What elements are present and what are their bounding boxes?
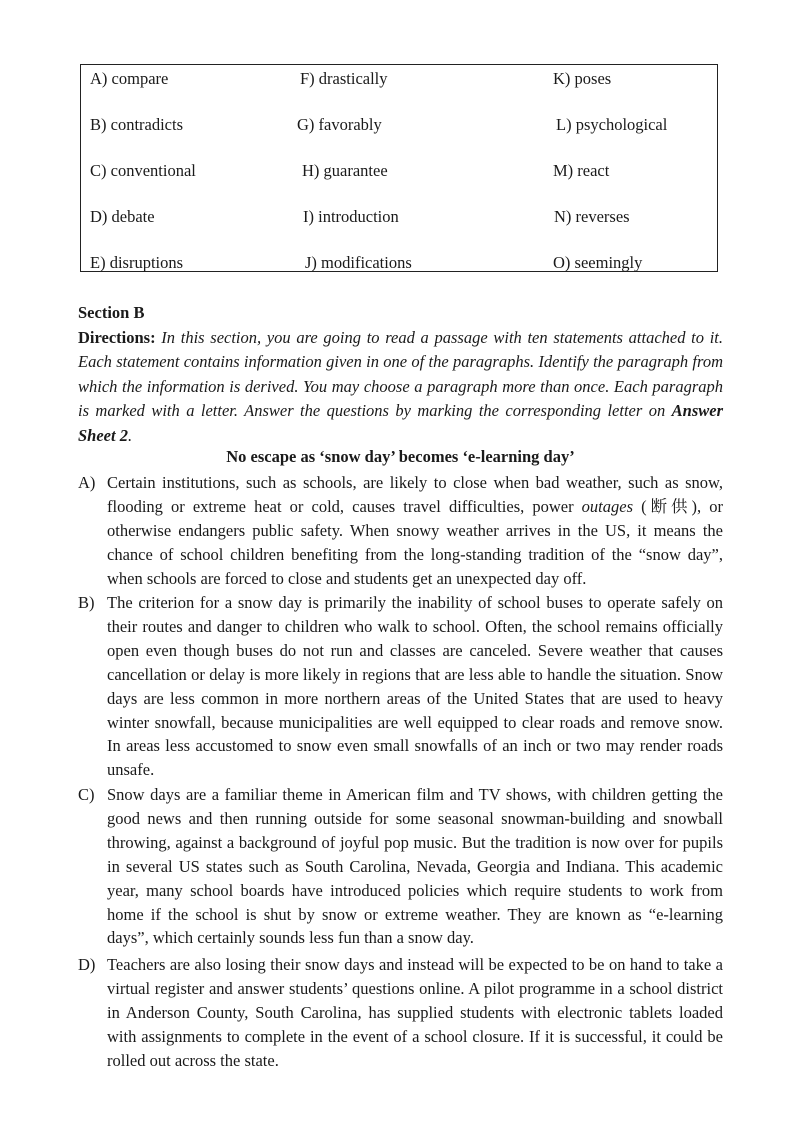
paragraph-d xyxy=(78,953,723,1073)
word-bank-box xyxy=(80,64,718,272)
directions-text: In this section, you are going to read a passage with ten statements attached to it. Each statement contains information given in one of the paragraphs. Identify the paragraph from which the information is derived. You may choose a paragraph more than once. Each paragraph is marked with a letter. Answer the questions by marking the corresponding letter on xyxy=(78,328,723,421)
paragraph-gloss: (断供) xyxy=(633,496,698,516)
answer-sheet-ref: Answer Sheet 2 xyxy=(78,401,723,445)
word-option: A) compare xyxy=(90,69,169,88)
paragraph-text xyxy=(107,471,723,591)
section-title: Section B xyxy=(78,303,145,322)
word-bank-row xyxy=(81,253,717,277)
word-option: F) drastically xyxy=(300,69,388,88)
paragraph-text: The criterion for a snow day is primarily the inability of school buses to operate safely on their routes and danger to children who walk to school. Often, the school remains officially open even though buses do not run and classes are canceled. Severe weather that causes cancellation or delay is more likely in regions that are less able to handle the situation. Snow days are less common in more northern areas of the United States that are used to heavy winter snowfall, because municipalities are well equipped to clear roads and remove snow. In areas less accustomed to snow even small snowfalls of an inch or two may render roads unsafe. xyxy=(107,593,723,780)
word-option: L) psychological xyxy=(556,115,668,134)
word-option: H) guarantee xyxy=(302,161,388,180)
directions-end: . xyxy=(127,425,133,445)
word-option: D) debate xyxy=(90,207,155,226)
word-option: G) favorably xyxy=(297,115,382,134)
paragraph-letter: A) xyxy=(78,473,96,492)
paragraph-letter: C) xyxy=(78,785,95,804)
paragraph-text-part: , or otherwise endangers public safety. When snowy weather arrives in the US, it means the chance of school children benefiting from the long-standing tradition of the “snow day”, when schools are forced to close and students get an unexpected day off. xyxy=(107,496,723,588)
word-option: J) modifications xyxy=(305,253,412,272)
word-option: N) reverses xyxy=(554,207,630,226)
word-bank-row xyxy=(81,69,717,93)
paragraph-a xyxy=(78,471,723,591)
word-bank-row xyxy=(81,207,717,231)
passage-title: No escape as ‘snow day’ becomes ‘e-learning day’ xyxy=(226,447,575,466)
directions xyxy=(78,326,723,448)
word-option: E) disruptions xyxy=(90,253,184,272)
word-option: O) seemingly xyxy=(553,253,643,272)
paragraph-text: Snow days are a familiar theme in American film and TV shows, with children getting the good news and then running outside for some seasonal snowman-building and snowball throwing, against a background of joyful pop music. But the tradition is now over for pupils in several US states such as South Carolina, Nevada, Georgia and Indiana. This academic year, many school boards have introduced policies which require students to work from home if the school is shut by snow or extreme weather. They are known as “e-learning days”, which certainly sounds less fun than a snow day. xyxy=(107,785,723,948)
word-option: C) conventional xyxy=(90,161,196,180)
paragraph-text: Teachers are also losing their snow days and instead will be expected to be on hand to take a virtual register and answer students’ questions online. A pilot programme in a school district in Anderson County, South Carolina, has supplied students with electronic tablets loaded with assignments to complete in the event of a school closure. If it is successful, it could be rolled out across the state. xyxy=(107,955,723,1070)
paragraph-c xyxy=(78,783,723,950)
word-option: M) react xyxy=(553,161,610,180)
directions-label: Directions: xyxy=(78,328,156,347)
word-option: B) contradicts xyxy=(90,115,184,134)
paragraph-text-part: Certain institutions, such as schools, are likely to close when bad weather, such as snow, flooding or extreme heat or cold, causes travel difficulties, power xyxy=(107,473,723,516)
word-bank-row xyxy=(81,115,717,139)
paragraph-letter: D) xyxy=(78,955,96,974)
word-option: I) introduction xyxy=(303,207,399,226)
paragraph-italic-term: outages xyxy=(581,496,634,516)
paragraph-letter: B) xyxy=(78,593,95,612)
paragraph-b xyxy=(78,591,723,782)
word-bank-row xyxy=(81,161,717,185)
word-option: K) poses xyxy=(553,69,612,88)
